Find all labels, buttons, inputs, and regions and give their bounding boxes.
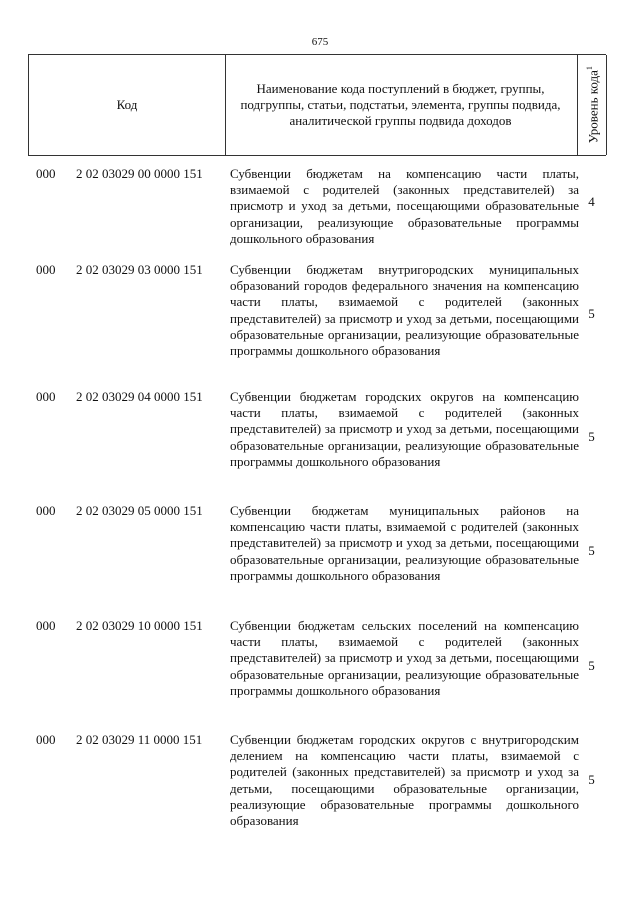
row-prefix: 000 <box>36 166 56 181</box>
row-name: Субвенции бюджетам внутригородских муниципальных образований городов федерального значения на компенсацию части платы, взимаемой с родителей (законных представителей) за присмотр и уход за детьми, посещающими образовательные организации, реализующие образовательные программы дошкольного образования <box>230 262 579 359</box>
row-code: 2 02 03029 05 0000 151 <box>76 503 203 518</box>
row-prefix: 000 <box>36 618 56 633</box>
header-level-label: Уровень кода <box>585 70 601 144</box>
row-name: Субвенции бюджетам городских округов на компенсацию части платы, взимаемой с родителей (законных представителей) за присмотр и уход за детьми, посещающими образовательные организации, реализующие образовательные программы дошкольного образования <box>230 389 579 469</box>
row-prefix: 000 <box>36 503 56 518</box>
row-level: 5 <box>588 543 595 558</box>
row-name: Субвенции бюджетам муниципальных районов на компенсацию части платы, взимаемой с родителей (законных представителей) за присмотр и уход за детьми, посещающими образовательные организации, реализующие образовательные программы дошкольного образования <box>230 503 579 583</box>
row-level: 4 <box>588 194 595 209</box>
row-code: 2 02 03029 00 0000 151 <box>76 166 203 181</box>
header-level <box>577 55 607 155</box>
header-name-label: Наименование кода поступлений в бюджет, группы, подгруппы, статьи, подстатьи, элемента, группы подвида, аналитической группы подвида доходов <box>240 81 561 128</box>
row-prefix: 000 <box>36 389 56 404</box>
row-level: 5 <box>588 429 595 444</box>
page-number: 675 <box>311 36 329 48</box>
header-name <box>224 55 578 155</box>
row-code: 2 02 03029 03 0000 151 <box>76 262 203 277</box>
row-prefix: 000 <box>36 732 56 747</box>
row-level: 5 <box>588 658 595 673</box>
row-name: Субвенции бюджетам на компенсацию части платы, взимаемой с родителей (законных представителей) за присмотр и уход за детьми, посещающими образовательные организации, реализующие образовательные программы дошкольного образования <box>230 166 579 246</box>
row-code: 2 02 03029 11 0000 151 <box>76 732 203 747</box>
row-level: 5 <box>588 772 595 787</box>
header-code <box>28 55 226 155</box>
header-code-label: Код <box>116 97 138 112</box>
table-header <box>28 54 606 156</box>
row-name: Субвенции бюджетам сельских поселений на компенсацию части платы, взимаемой с родителей (законных представителей) за присмотр и уход за детьми, посещающими образовательные организации, реализующие образовательные программы дошкольного образования <box>230 618 579 698</box>
header-level-text <box>582 66 601 143</box>
row-name: Субвенции бюджетам городских округов с внутригородским делением на компенсацию части платы, взимаемой с родителей (законных представителей) за присмотр и уход за детьми, посещающими образовательные организации, реализующие образовательные программы дошкольного образования <box>230 732 579 829</box>
row-code: 2 02 03029 10 0000 151 <box>76 618 203 633</box>
row-level: 5 <box>588 306 595 321</box>
header-level-footnote: 1 <box>584 66 594 71</box>
row-code: 2 02 03029 04 0000 151 <box>76 389 203 404</box>
row-prefix: 000 <box>36 262 56 277</box>
